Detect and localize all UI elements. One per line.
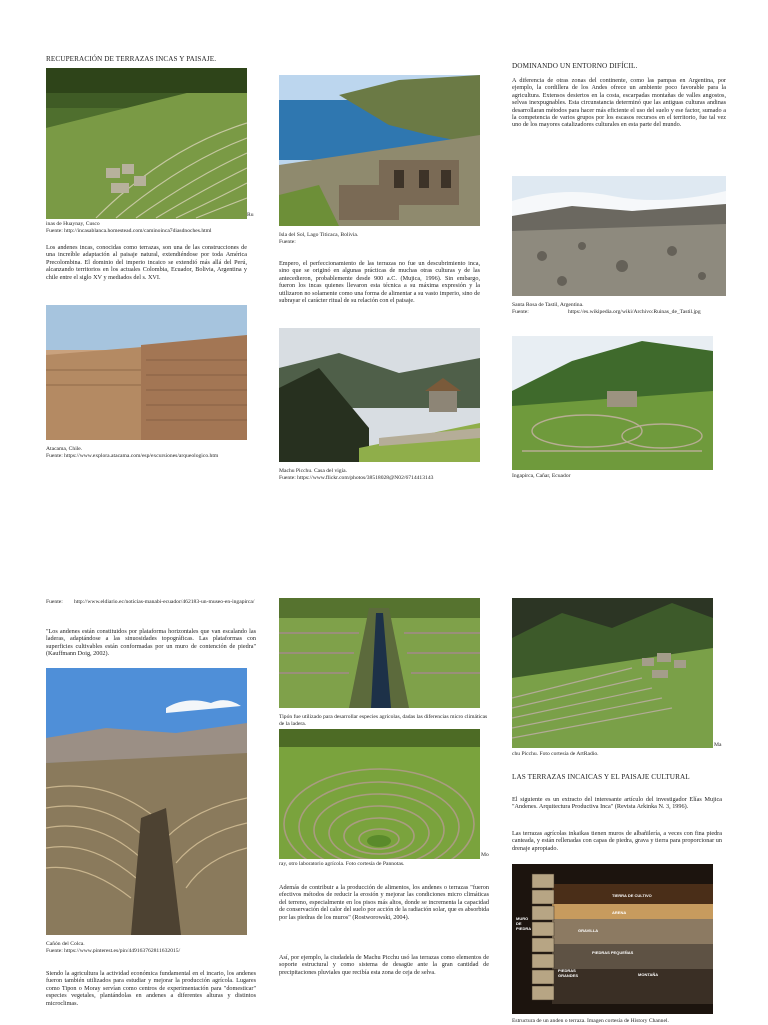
diagram-label-muro: MURO DE PIEDRA — [516, 916, 532, 931]
paragraph-machu-picchu-desague: Así, por ejemplo, la ciudadela de Machu Picchu usó las terrazas como elementos de soporte estructural y como sistema de desagüe ante la gran cantidad de precipitaciones pluviales que recibía esta zona de ceja de selva. — [279, 954, 489, 976]
photo-caption: Estructura de un anden o terraza. Imagen cortesía de History Channel. — [512, 1018, 669, 1024]
photo-moray — [279, 729, 480, 859]
photo-machu-picchu-vigia — [279, 328, 480, 462]
photo-source: Fuente: http://incasablanca.homestead.com/caminoinca7diasdnoches.html — [46, 228, 212, 234]
photo-tipon — [279, 598, 480, 708]
photo-canon-del-colca — [46, 668, 247, 935]
photo-source: Fuente: https://www.flickr.com/photos/38518028@N02/6714413143 — [279, 475, 434, 481]
paragraph-entorno-dificil: A diferencia de otras zonas del continente, como las pampas en Argentina, por ejemplo, la cordillera de los Andes ofrece un ambiente poco favorable para la agricultura. Extensos desiertos en la costa, escarpadas montañas de valles angostos, selvas inexpugnables. Esta circunstancia determinó que las antiguas culturas andinas desarrollaran métodos para hacer más eficiente el uso del suelo y ese factor, sumado a la competencia de varios grupos por los escasos recursos en el territorio, fue tal vez uno de los mayores catalizadores culturales en esta parte del mundo. — [512, 77, 726, 129]
quote-kauffmann: "Los andenes están constituidos por plataforma horizontales que van escalando las laderas, adaptándose a las sinuosidades topográficas. Las plataformas con superficies cultivables están conformadas por un muro de contención de piedra" (Kauffmann Doig, 2002). — [46, 628, 256, 658]
diagram-label-piedras-pequenas: PIEDRAS PEQUEÑAS — [592, 950, 634, 955]
photo-isla-del-sol — [279, 75, 480, 226]
photo-caption: Cañón del Colca. — [46, 941, 85, 947]
section-heading-paisaje-cultural: LAS TERRAZAS INCAICAS Y EL PAISAJE CULTURAL — [512, 773, 690, 781]
paragraph-perfeccionamiento: Empero, el perfeccionamiento de las terrazas no fue un descubrimiento inca, sino que se originó en algunas prácticas de muchas otras culturas y de las antecedieron, probablemente desde 900 a.C. (Mujica, 1996). Sin embargo, fueron los incas quienes llevaron esta técnica a su máxima expresión y la utilizaron no solamente como una forma de alimentar a su vasto imperio, sino de subrayar el carácter ritual de su relación con el paisaje. — [279, 260, 480, 305]
section-heading-recuperacion: RECUPERACIÓN DE TERRAZAS INCAS Y PAISAJE. — [46, 55, 217, 63]
photo-caption: Atacama, Chile. — [46, 446, 83, 452]
photo-caption: inas de Huaynay, Cusco — [46, 221, 100, 227]
photo-source-label: Fuente: — [512, 309, 529, 315]
photo-santa-rosa-tastil — [512, 176, 726, 296]
paragraph-terrazas-inkaikas: Las terrazas agrícolas inkaikas tienen muros de albañilería, a veces con fina piedra canteada, y están rellenadas con capas de piedra, grava y tierra para proporcionar un drenaje apropiado. — [512, 830, 722, 852]
photo-source-url: https://es.wikipedia.org/wiki/Archivo:Ruinas_de_Tastil.jpg — [568, 309, 701, 315]
paragraph-erosion: Además de contribuir a la producción de alimentos, los andenes o terrazas "fueron efectivos métodos de reducir la erosión y mejorar las condiciones micro climáticas del terreno, especialmente en los pisos más altos, donde se incrementa la capacidad de conservación del calor del suelo por acción de la radiación solar, que es absorbida por las piedras de los muros" (Rostworowski, 2004). — [279, 884, 489, 921]
photo-caption: Machu Picchu. Casa del vigía. — [279, 468, 348, 474]
diagram-label-arena: ARENA — [612, 910, 627, 915]
photo-huaynay-ruins — [46, 68, 247, 219]
paragraph-agricultura: Siendo la agricultura la actividad económica fundamental en el incario, los andenes fueron también utilizados para estudiar y mejorar la producción agrícola. Lugares como Tipon o Moray servían como centros de experimentación para "domesticar" especies vegetales, plantándolas en andenes a diferentes alturas y distintos microclimas. — [46, 970, 256, 1007]
photo-caption: Ingapirca, Cañar, Ecuador — [512, 473, 571, 479]
photo-caption: Tipón fue utilizado para desarrollar especies agrícolas, dadas las diferencias micro climáticas de la ladera. — [279, 714, 488, 727]
photo-source: Fuente: — [279, 239, 296, 245]
caption-tail: Ma — [714, 742, 722, 748]
caption-tail: Ru — [247, 212, 254, 218]
photo-caption: Santa Rosa de Tastil, Argentina. — [512, 302, 584, 308]
paragraph-andenes-incas: Los andenes incas, conocidas como terrazas, son una de las construcciones de una increíble adaptación al paisaje natural, extendiéndose por toda América Precolombina. El dominio del imperio incaico se extendió más allá del Perú, alcanzando territorios en los actuales Colombia, Ecuador, Bolivia, Argentina y chile entre el siglo XV y mediados del s. XVI. — [46, 244, 247, 281]
photo-ingapirca — [512, 336, 713, 470]
photo-source: Fuente: https://www.pinterest.es/pin/449163762811632015/ — [46, 948, 181, 954]
diagram-label-tierra: TIERRA DE CULTIVO — [612, 893, 652, 898]
photo-machu-picchu — [512, 598, 713, 748]
photo-source: Fuente: https://www.explora.atacama.com/esp/excursiones/arqueologico.htm — [46, 453, 219, 459]
section-heading-dominando: DOMINANDO UN ENTORNO DIFÍCIL. — [512, 62, 638, 70]
diagram-label-montana: MONTAÑA — [638, 972, 659, 977]
source-label: Fuente: — [46, 599, 63, 605]
photo-caption: chu Picchu. Foto cortesía de ArtRadio. — [512, 751, 599, 757]
diagram-label-piedras-grandes: PIEDRAS GRANDES — [558, 968, 579, 978]
photo-caption: Isla del Sol, Lago Titicaca, Bolivia. — [279, 232, 359, 238]
paragraph-extracto: El siguiente es un extracto del interesante artículo del investigador Elías Mujica "Andenes. Arquitectura Productiva Inca" (Revista Arkinka N. 3, 1996). — [512, 796, 722, 811]
caption-tail: Mo — [481, 852, 489, 858]
diagram-label-gravilla: GRAVILLA — [578, 928, 599, 933]
diagram-terrace-structure — [512, 864, 713, 1014]
source-url: http://www.eldiario.ec/noticias-manabi-ecuador/462183-un-museo-en-ingapirca/ — [74, 599, 255, 605]
photo-caption: ray, otro laboratorio agrícola. Foto cortesía de Pannotas. — [279, 861, 405, 867]
photo-atacama-ruins — [46, 305, 247, 440]
